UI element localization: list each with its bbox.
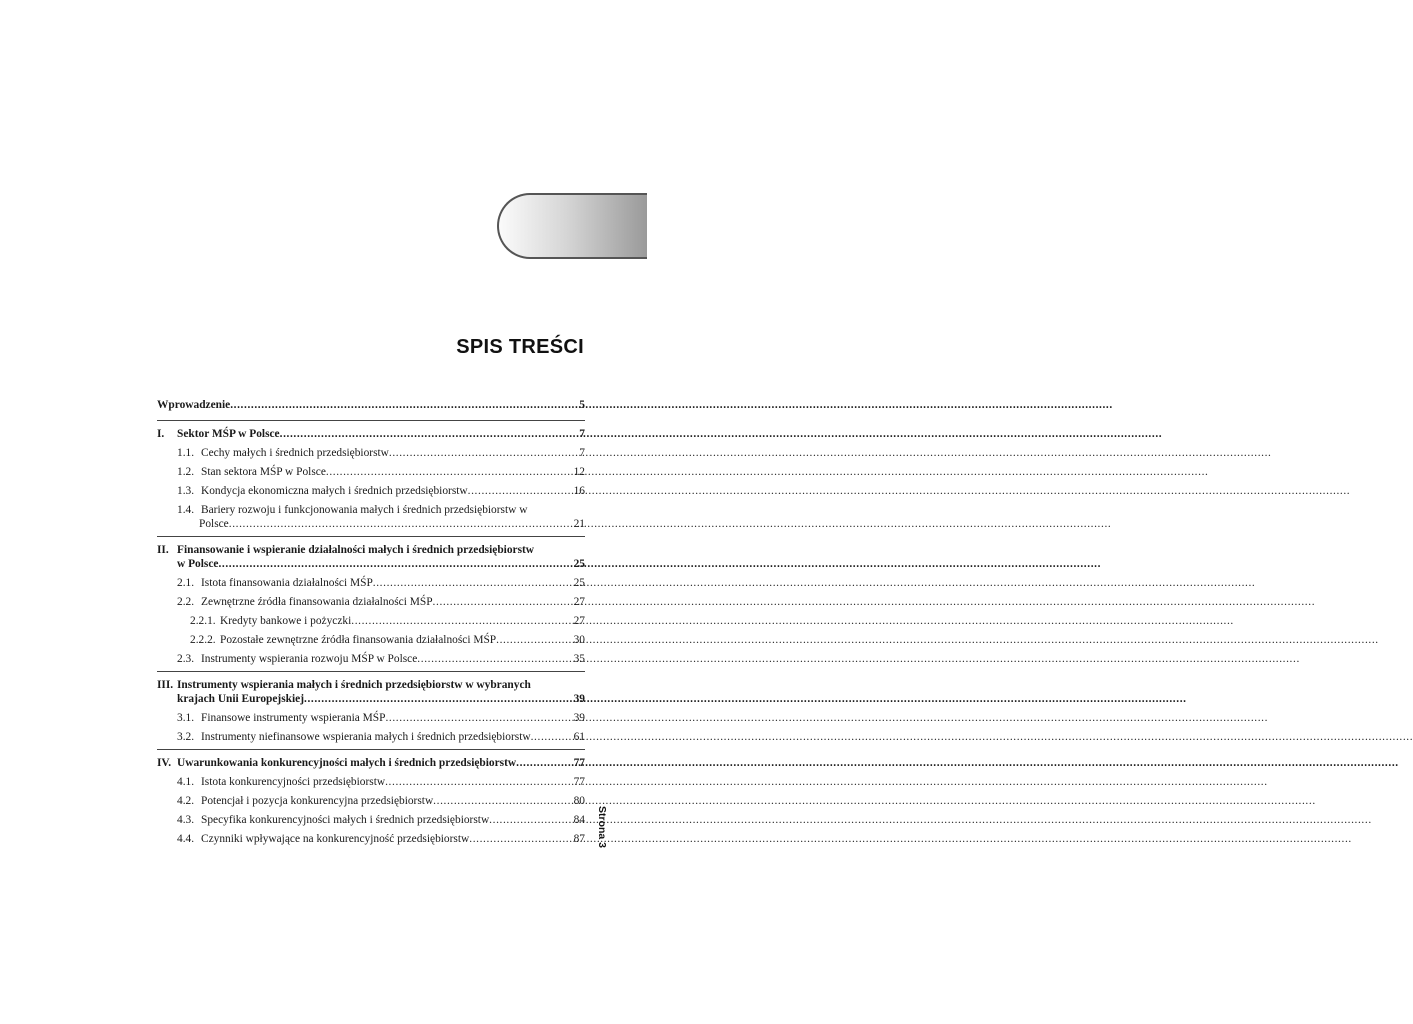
section-number: 3.2. xyxy=(177,731,195,743)
page-tab-decoration xyxy=(497,193,647,259)
dot-leader xyxy=(230,398,578,412)
toc-page-number: 84 xyxy=(573,814,585,826)
chapter-number: I. xyxy=(157,428,165,440)
toc-entry-line xyxy=(157,678,585,692)
chapter-number: IV. xyxy=(157,757,172,769)
section-number: 1.1. xyxy=(177,447,195,459)
toc-label: Bariery rozwoju i funkcjonowania małych i średnich przedsiębiorstw w xyxy=(201,504,528,516)
toc-entry-continuation xyxy=(157,692,585,706)
toc-entry[interactable] xyxy=(157,794,585,808)
dot-leader xyxy=(229,517,573,531)
dot-leader xyxy=(433,595,573,609)
toc-entry[interactable] xyxy=(157,614,585,628)
toc-entry[interactable] xyxy=(157,484,585,498)
dot-leader xyxy=(385,711,572,725)
toc-page-number: 80 xyxy=(573,795,585,807)
toc-page-number: 25 xyxy=(573,558,585,570)
toc-label: Sektor MŚP w Polsce xyxy=(177,428,280,440)
toc-page-number: 7 xyxy=(579,447,585,459)
toc-page-number: 25 xyxy=(573,577,585,589)
toc-page-number: 27 xyxy=(573,615,585,627)
toc-page-number: 35 xyxy=(573,653,585,665)
toc-entry[interactable] xyxy=(157,652,585,666)
toc-entry-multiline[interactable] xyxy=(157,503,585,531)
dot-leader xyxy=(304,692,573,706)
section-number: 4.4. xyxy=(177,833,195,845)
toc-label: Potencjał i pozycja konkurencyjna przedsiębiorstw xyxy=(201,795,434,807)
toc-entry[interactable] xyxy=(157,633,585,647)
chapter-1 xyxy=(157,420,585,531)
toc-label: Kondycja ekonomiczna małych i średnich przedsiębiorstw xyxy=(201,485,468,497)
dot-leader xyxy=(280,427,579,441)
toc-page-number: 39 xyxy=(573,712,585,724)
toc-chapter-heading[interactable] xyxy=(157,543,585,571)
section-number: 2.2.1. xyxy=(190,615,216,627)
page-title: SPIS TREŚCI xyxy=(456,336,584,358)
toc-page-number: 27 xyxy=(573,596,585,608)
toc-entry[interactable] xyxy=(157,446,585,460)
section-number: 1.4. xyxy=(177,504,195,516)
toc-page-number: 5 xyxy=(579,399,585,411)
toc-chapter-heading[interactable] xyxy=(157,427,585,441)
toc-page-number: 39 xyxy=(573,693,585,705)
toc-page-number: 16 xyxy=(573,485,585,497)
toc-label: Instrumenty wspierania rozwoju MŚP w Polsce xyxy=(201,653,418,665)
dot-leader xyxy=(469,832,572,846)
dot-leader xyxy=(373,576,573,590)
dot-leader xyxy=(489,813,572,827)
dot-leader xyxy=(351,614,572,628)
dot-leader xyxy=(433,794,572,808)
toc-label: Zewnętrzne źródła finansowania działalności MŚP xyxy=(201,596,433,608)
toc-entry[interactable] xyxy=(157,832,585,846)
toc-page-number: 7 xyxy=(579,428,585,440)
toc-label: Pozostałe zewnętrzne źródła finansowania działalności MŚP xyxy=(220,634,497,646)
toc-page-number: 77 xyxy=(573,776,585,788)
toc-label: Kredyty bankowe i pożyczki xyxy=(220,615,352,627)
toc-entry-line xyxy=(157,503,585,517)
dot-leader xyxy=(218,557,572,571)
section-number: 1.3. xyxy=(177,485,195,497)
toc-entry-line xyxy=(157,543,585,557)
toc-entry[interactable] xyxy=(157,576,585,590)
section-number: 4.2. xyxy=(177,795,195,807)
chapter-number: III. xyxy=(157,679,174,691)
chapter-4 xyxy=(157,749,585,846)
dot-leader xyxy=(389,446,578,460)
toc-label: Finansowe instrumenty wspierania MŚP xyxy=(201,712,386,724)
toc-page-number: 21 xyxy=(573,518,585,530)
page-number-footer: Strona 3 xyxy=(596,806,608,849)
section-number: 3.1. xyxy=(177,712,195,724)
toc-label: Cechy małych i średnich przedsiębiorstw xyxy=(201,447,389,459)
section-number: 4.3. xyxy=(177,814,195,826)
dot-leader xyxy=(417,652,572,666)
toc-entry[interactable] xyxy=(157,813,585,827)
dot-leader xyxy=(516,756,572,770)
dot-leader xyxy=(385,775,573,789)
toc-entry[interactable] xyxy=(157,595,585,609)
toc-page-number: 30 xyxy=(573,634,585,646)
toc-label: Instrumenty wspierania małych i średnich przedsiębiorstw w wybranych xyxy=(177,679,531,691)
toc-entry-continuation xyxy=(157,557,585,571)
section-number: 2.2.2. xyxy=(190,634,216,646)
section-number: 2.2. xyxy=(177,596,195,608)
dot-leader xyxy=(531,730,573,744)
toc-label: Wprowadzenie xyxy=(157,399,231,411)
toc-page-number: 61 xyxy=(573,731,585,743)
toc-entry[interactable] xyxy=(157,711,585,725)
toc-label: krajach Unii Europejskiej xyxy=(177,693,304,705)
section-number: 4.1. xyxy=(177,776,195,788)
chapter-3 xyxy=(157,671,585,744)
toc-entry[interactable] xyxy=(157,775,585,789)
toc-label: Stan sektora MŚP w Polsce xyxy=(201,466,326,478)
toc-page-number: 77 xyxy=(573,757,585,769)
toc-chapter-heading[interactable] xyxy=(157,678,585,706)
toc-label: Uwarunkowania konkurencyjności małych i średnich przedsiębiorstw xyxy=(177,757,517,769)
chapter-number: II. xyxy=(157,544,169,556)
toc-chapter-heading[interactable] xyxy=(157,756,585,770)
section-number: 2.3. xyxy=(177,653,195,665)
dot-leader xyxy=(496,633,572,647)
section-number: 1.2. xyxy=(177,466,195,478)
toc-label: Czynniki wpływające na konkurencyjność przedsiębiorstw xyxy=(201,833,470,845)
toc-label: Istota finansowania działalności MŚP xyxy=(201,577,373,589)
toc-label: Instrumenty niefinansowe wspierania małych i średnich przedsiębiorstw xyxy=(201,731,531,743)
toc-page-number: 87 xyxy=(573,833,585,845)
toc-label: Specyfika konkurencyjności małych i średnich przedsiębiorstw xyxy=(201,814,490,826)
dot-leader xyxy=(468,484,573,498)
toc-page-number: 12 xyxy=(573,466,585,478)
section-number: 2.1. xyxy=(177,577,195,589)
toc-entry-intro[interactable] xyxy=(157,398,585,412)
dot-leader xyxy=(326,465,573,479)
toc-entry-continuation xyxy=(157,517,585,531)
toc-label: Polsce xyxy=(199,518,229,530)
toc-label: Finansowanie i wspieranie działalności małych i średnich przedsiębiorstw xyxy=(177,544,535,556)
table-of-contents xyxy=(157,398,585,851)
toc-label: Istota konkurencyjności przedsiębiorstw xyxy=(201,776,386,788)
toc-entry[interactable] xyxy=(157,730,585,744)
toc-entry[interactable] xyxy=(157,465,585,479)
chapter-2 xyxy=(157,536,585,666)
toc-label: w Polsce xyxy=(177,558,219,570)
